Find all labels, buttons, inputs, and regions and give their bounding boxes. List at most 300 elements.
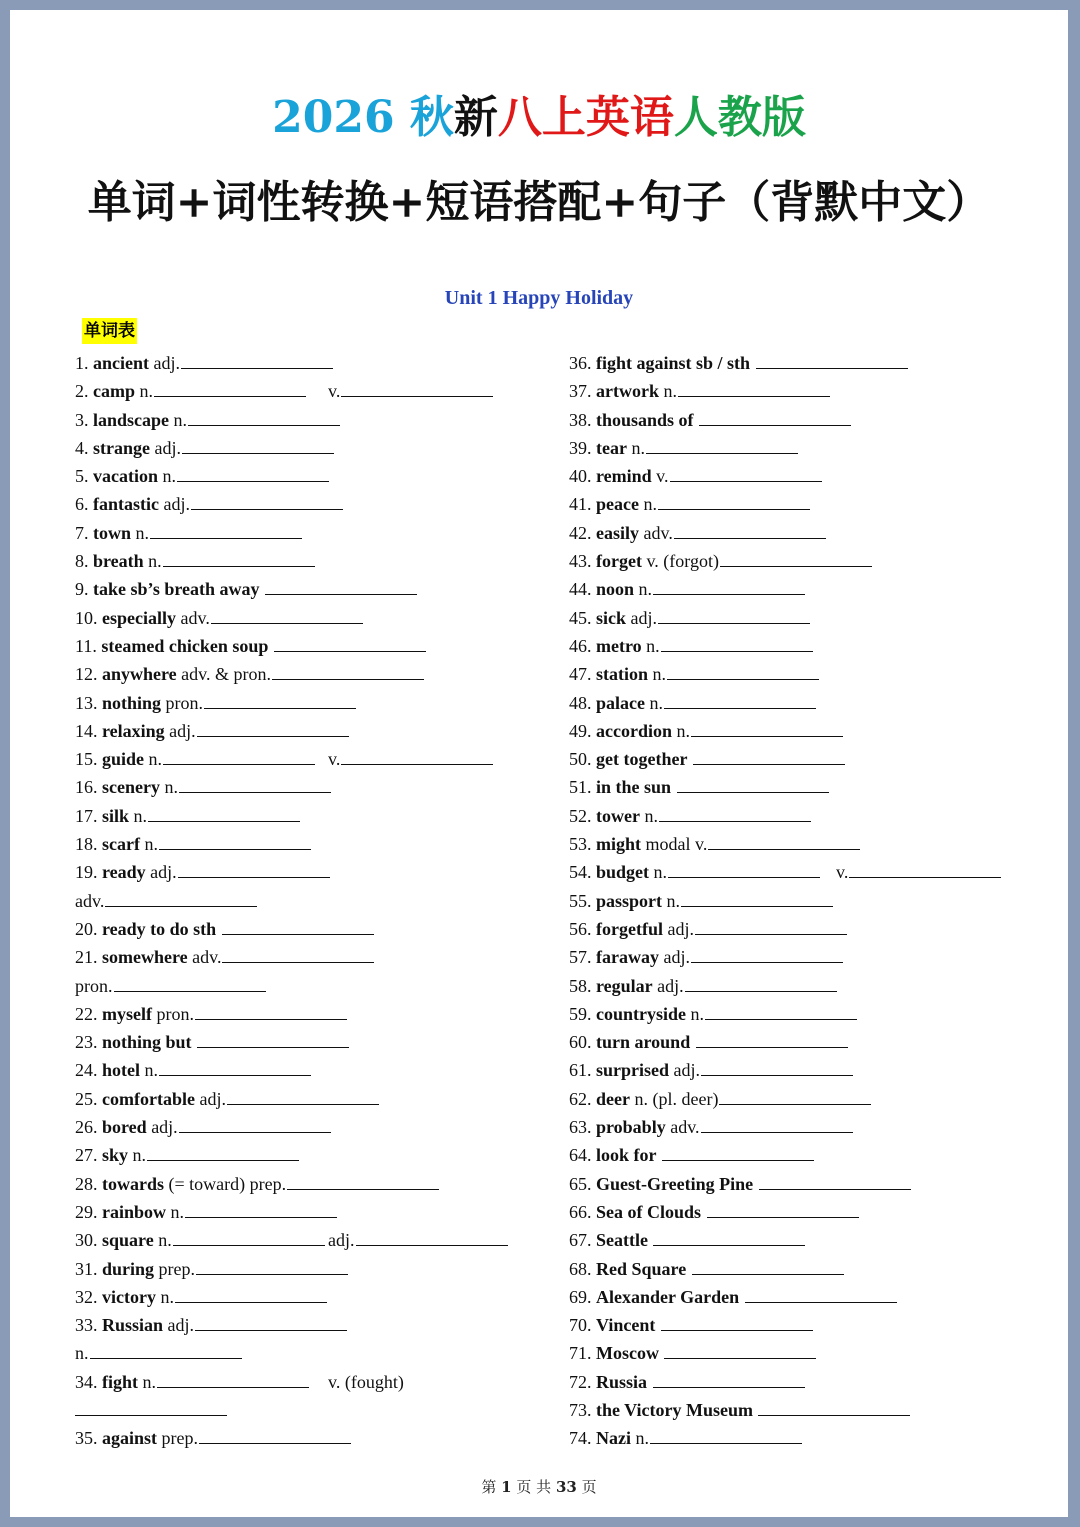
- answer-blank[interactable]: [692, 1256, 844, 1275]
- item-number: 67.: [569, 1230, 596, 1251]
- vocab-row: [560, 1141, 1060, 1169]
- vocab-term: sky: [102, 1145, 129, 1166]
- vocab-term: guide: [102, 749, 145, 770]
- item-number: 61.: [569, 1060, 596, 1081]
- part-of-speech: n.: [75, 1343, 89, 1364]
- part-of-speech: adv.: [192, 947, 222, 968]
- extra-pos-label: v.: [836, 862, 849, 883]
- vocab-term: get together: [596, 749, 688, 770]
- vocab-row: [560, 887, 1060, 915]
- title-part: 八上英语: [497, 92, 674, 143]
- item-number: 12.: [75, 664, 102, 685]
- item-number: 16.: [75, 777, 102, 798]
- item-number: 64.: [569, 1145, 596, 1166]
- vocab-term: the Victory Museum: [596, 1399, 753, 1420]
- vocab-term: scarf: [102, 834, 140, 855]
- answer-blank[interactable]: [662, 1142, 814, 1161]
- part-of-speech: n.: [666, 890, 681, 911]
- item-number: 17.: [75, 805, 102, 826]
- part-of-speech: n.: [643, 494, 657, 515]
- vocab-row: [66, 1396, 546, 1424]
- vocab-term: against: [102, 1428, 158, 1449]
- item-number: 63.: [569, 1117, 596, 1138]
- answer-blank[interactable]: [195, 1312, 347, 1331]
- vocab-row: [66, 1198, 546, 1226]
- vocab-row: [560, 1113, 1060, 1141]
- item-number: 49.: [569, 720, 596, 741]
- part-of-speech: n.: [173, 409, 188, 430]
- vocab-term: remind: [596, 466, 652, 487]
- answer-blank[interactable]: [173, 1227, 325, 1246]
- vocab-row: [560, 434, 1060, 462]
- vocab-row: [66, 1085, 546, 1113]
- answer-blank[interactable]: [670, 463, 822, 482]
- extra-form: [328, 377, 493, 405]
- answer-blank[interactable]: [664, 690, 816, 709]
- part-of-speech: n. (pl. deer): [634, 1088, 719, 1109]
- vocab-term: budget: [596, 862, 650, 883]
- item-number: 33.: [75, 1315, 102, 1336]
- answer-blank[interactable]: [341, 378, 493, 397]
- vocab-term: vacation: [93, 466, 158, 487]
- vocab-row: [66, 1170, 546, 1198]
- item-number: 3.: [75, 409, 93, 430]
- vocab-row: [560, 1226, 1060, 1254]
- vocab-term: passport: [596, 890, 663, 911]
- answer-blank[interactable]: [674, 520, 826, 539]
- part-of-speech: n.: [148, 749, 163, 770]
- answer-blank[interactable]: [661, 633, 813, 652]
- title-part: 人教版: [673, 92, 806, 143]
- vocab-term: fight: [102, 1371, 138, 1392]
- answer-blank[interactable]: [154, 378, 306, 397]
- vocab-term: Guest-Greeting Pine: [596, 1173, 754, 1194]
- vocab-term: might: [596, 834, 641, 855]
- answer-blank[interactable]: [707, 1199, 859, 1218]
- vocab-row: [66, 773, 546, 801]
- vocab-term: rainbow: [102, 1201, 167, 1222]
- part-of-speech: n.: [142, 1371, 156, 1392]
- answer-blank[interactable]: [650, 1425, 802, 1444]
- vocab-section-label: 单词表: [82, 318, 137, 344]
- part-of-speech: adj.: [667, 918, 694, 939]
- vocab-row: [66, 490, 546, 518]
- part-of-speech: n.: [663, 381, 677, 402]
- vocab-row: [560, 1311, 1060, 1339]
- answer-blank[interactable]: [150, 520, 302, 539]
- item-number: 2.: [75, 381, 93, 402]
- vocab-term: Alexander Garden: [596, 1286, 740, 1307]
- item-number: 5.: [75, 466, 93, 487]
- answer-blank[interactable]: [708, 831, 860, 850]
- item-number: 58.: [569, 975, 596, 996]
- answer-blank[interactable]: [756, 350, 908, 369]
- answer-blank[interactable]: [758, 1397, 910, 1416]
- vocab-row: [66, 972, 546, 1000]
- vocab-row: [66, 1368, 546, 1396]
- footer-suffix: 页: [581, 1478, 597, 1496]
- answer-blank[interactable]: [667, 661, 819, 680]
- vocab-term: station: [596, 664, 649, 685]
- answer-blank[interactable]: [178, 859, 330, 878]
- part-of-speech: adj.: [163, 494, 190, 515]
- vocab-row: [66, 1226, 546, 1254]
- item-number: 43.: [569, 551, 596, 572]
- vocab-term: steamed chicken soup: [101, 635, 269, 656]
- vocab-term: Seattle: [596, 1230, 648, 1251]
- answer-blank[interactable]: [179, 774, 331, 793]
- vocab-row: [560, 1085, 1060, 1113]
- vocab-term: nothing but: [102, 1032, 192, 1053]
- vocab-row: [66, 689, 546, 717]
- answer-blank[interactable]: [181, 350, 333, 369]
- item-number: 48.: [569, 692, 596, 713]
- answer-blank[interactable]: [211, 605, 363, 624]
- vocab-row: [66, 632, 546, 660]
- item-number: 37.: [569, 381, 596, 402]
- item-number: 28.: [75, 1173, 102, 1194]
- vocab-row: [560, 632, 1060, 660]
- vocab-row: [66, 745, 546, 773]
- vocab-row: [66, 377, 546, 405]
- part-of-speech: adj.: [169, 720, 196, 741]
- vocab-row: [560, 717, 1060, 745]
- footer-total-pages: 33: [555, 1478, 577, 1496]
- answer-blank[interactable]: [222, 916, 374, 935]
- answer-blank[interactable]: [197, 718, 349, 737]
- vocab-row: [560, 349, 1060, 377]
- answer-blank[interactable]: [678, 378, 830, 397]
- vocab-term: easily: [596, 522, 639, 543]
- part-of-speech: n.: [144, 834, 158, 855]
- vocab-row: [560, 830, 1060, 858]
- vocab-term: look for: [596, 1145, 657, 1166]
- part-of-speech: adj.: [151, 1117, 178, 1138]
- answer-blank[interactable]: [227, 1086, 379, 1105]
- answer-blank[interactable]: [691, 718, 843, 737]
- vocab-term: probably: [596, 1117, 666, 1138]
- vocab-row: [560, 1396, 1060, 1424]
- vocab-term: somewhere: [102, 947, 188, 968]
- item-number: 34.: [75, 1371, 102, 1392]
- extra-form: [328, 1368, 404, 1396]
- item-number: 41.: [569, 494, 596, 515]
- answer-blank[interactable]: [719, 1086, 871, 1105]
- answer-blank[interactable]: [341, 746, 493, 765]
- item-number: 57.: [569, 947, 596, 968]
- vocab-term: during: [102, 1258, 155, 1279]
- item-number: 56.: [569, 918, 596, 939]
- answer-blank[interactable]: [157, 1369, 309, 1388]
- item-number: 9.: [75, 579, 93, 600]
- answer-blank[interactable]: [188, 407, 340, 426]
- part-of-speech: adj.: [153, 353, 180, 373]
- item-number: 36.: [569, 353, 596, 373]
- vocab-row: [560, 1056, 1060, 1084]
- answer-blank[interactable]: [199, 1425, 351, 1444]
- vocab-term: breath: [93, 551, 144, 572]
- item-number: 44.: [569, 579, 596, 600]
- part-of-speech: adj.: [663, 947, 690, 968]
- extra-pos-label: v.: [328, 381, 341, 402]
- vocab-row: [560, 1028, 1060, 1056]
- part-of-speech: n.: [160, 1286, 174, 1307]
- part-of-speech: n.: [144, 1060, 158, 1081]
- extra-pos-label: adj.: [328, 1230, 355, 1251]
- vocab-term: camp: [93, 381, 135, 402]
- part-of-speech: n.: [635, 1428, 649, 1449]
- vocab-row: [560, 1170, 1060, 1198]
- vocab-term: noon: [596, 579, 635, 600]
- vocab-row: [66, 349, 546, 377]
- answer-blank[interactable]: [664, 1340, 816, 1359]
- item-number: 55.: [569, 890, 596, 911]
- extra-form: [836, 858, 1001, 886]
- vocab-term: surprised: [596, 1060, 670, 1081]
- part-of-speech: n.: [652, 664, 667, 685]
- answer-blank[interactable]: [691, 944, 843, 963]
- vocab-term: strange: [93, 437, 150, 458]
- vocab-term: silk: [102, 805, 130, 826]
- answer-blank[interactable]: [148, 803, 300, 822]
- answer-blank[interactable]: [745, 1284, 897, 1303]
- vocab-row: [560, 943, 1060, 971]
- vocab-term: fantastic: [93, 494, 159, 515]
- vocab-term: ready to do sth: [102, 918, 217, 939]
- answer-blank[interactable]: [177, 463, 329, 482]
- vocab-term: metro: [596, 635, 642, 656]
- answer-blank[interactable]: [653, 1369, 805, 1388]
- vocab-term: forget: [596, 551, 642, 572]
- vocab-term: victory: [102, 1286, 156, 1307]
- vocab-term: ancient: [93, 353, 149, 373]
- answer-blank[interactable]: [685, 973, 837, 992]
- vocab-row: [560, 660, 1060, 688]
- answer-blank[interactable]: [191, 491, 343, 510]
- answer-blank[interactable]: [849, 859, 1001, 878]
- title-part: 2026 秋: [272, 92, 454, 143]
- vocab-row: [66, 1141, 546, 1169]
- footer-prefix: 第: [481, 1478, 497, 1496]
- answer-blank[interactable]: [185, 1199, 337, 1218]
- vocab-term: forgetful: [596, 918, 663, 939]
- vocab-term: comfortable: [102, 1088, 195, 1109]
- document-title: [10, 88, 1068, 148]
- vocab-term: Vincent: [596, 1315, 656, 1336]
- answer-blank[interactable]: [659, 803, 811, 822]
- item-number: 18.: [75, 834, 102, 855]
- answer-blank[interactable]: [661, 1312, 813, 1331]
- vocab-term: hotel: [102, 1060, 140, 1081]
- item-number: 60.: [569, 1032, 596, 1053]
- vocab-term: in the sun: [596, 777, 672, 798]
- part-of-speech: n.: [644, 805, 658, 826]
- item-number: 51.: [569, 777, 596, 798]
- item-number: 62.: [569, 1088, 596, 1109]
- item-number: 30.: [75, 1230, 102, 1251]
- part-of-speech: n.: [690, 1003, 704, 1024]
- vocab-row: [66, 434, 546, 462]
- vocab-row: [66, 1311, 546, 1339]
- part-of-speech: adv. & pron.: [181, 664, 271, 685]
- unit-title: Unit 1 Happy Holiday: [444, 287, 634, 309]
- part-of-speech: v.: [656, 466, 669, 487]
- vocab-term: regular: [596, 975, 653, 996]
- document-subtitle: 单词+词性转换+短语搭配+句子（背默中文）: [87, 177, 991, 228]
- item-number: 31.: [75, 1258, 102, 1279]
- answer-blank[interactable]: [699, 407, 851, 426]
- part-of-speech: n.: [170, 1201, 185, 1222]
- vocab-term: myself: [102, 1003, 152, 1024]
- answer-blank[interactable]: [668, 859, 820, 878]
- footer-middle: 页 共: [516, 1478, 552, 1496]
- item-number: 45.: [569, 607, 596, 628]
- vocab-term: faraway: [596, 947, 659, 968]
- vocab-term: especially: [102, 607, 176, 628]
- answer-blank[interactable]: [159, 1057, 311, 1076]
- vocab-row: [560, 1283, 1060, 1311]
- item-number: 74.: [569, 1428, 596, 1449]
- vocab-row: [560, 1000, 1060, 1028]
- answer-blank[interactable]: [681, 888, 833, 907]
- answer-blank[interactable]: [653, 1227, 805, 1246]
- answer-blank[interactable]: [646, 435, 798, 454]
- vocab-term: accordion: [596, 720, 672, 741]
- answer-blank[interactable]: [720, 548, 872, 567]
- vocab-row: [560, 1424, 1060, 1452]
- vocab-row: [66, 604, 546, 632]
- item-number: 14.: [75, 720, 102, 741]
- answer-blank[interactable]: [274, 633, 426, 652]
- answer-blank[interactable]: [677, 774, 829, 793]
- vocab-term: tower: [596, 805, 640, 826]
- vocab-term: Moscow: [596, 1343, 659, 1364]
- item-number: 71.: [569, 1343, 596, 1364]
- item-number: 23.: [75, 1032, 102, 1053]
- answer-blank[interactable]: [147, 1142, 299, 1161]
- vocab-row: [66, 1339, 546, 1367]
- part-of-speech: n.: [646, 635, 660, 656]
- answer-blank[interactable]: [265, 576, 417, 595]
- answer-blank[interactable]: [356, 1227, 508, 1246]
- item-number: 25.: [75, 1088, 102, 1109]
- vocab-row: [560, 689, 1060, 717]
- part-of-speech: adj.: [167, 1315, 195, 1336]
- item-number: 20.: [75, 918, 102, 939]
- item-number: 6.: [75, 494, 93, 515]
- item-number: 54.: [569, 862, 596, 883]
- vocab-term: bored: [102, 1117, 147, 1138]
- item-number: 15.: [75, 749, 102, 770]
- answer-blank[interactable]: [163, 548, 315, 567]
- item-number: 24.: [75, 1060, 102, 1081]
- answer-blank[interactable]: [159, 831, 311, 850]
- vocab-term: Russian: [102, 1315, 164, 1336]
- vocab-term: fight against sb / sth: [596, 353, 751, 373]
- vocab-term: deer: [596, 1088, 630, 1109]
- part-of-speech: (= toward) prep.: [168, 1173, 287, 1194]
- answer-blank[interactable]: [197, 1029, 349, 1048]
- answer-blank[interactable]: [196, 1256, 348, 1275]
- answer-blank[interactable]: [705, 1001, 857, 1020]
- item-number: 69.: [569, 1286, 596, 1307]
- vocab-term: nothing: [102, 692, 162, 713]
- answer-blank[interactable]: [759, 1171, 911, 1190]
- answer-blank[interactable]: [287, 1171, 439, 1190]
- item-number: 7.: [75, 522, 93, 543]
- vocab-row: [560, 802, 1060, 830]
- answer-blank[interactable]: [163, 746, 315, 765]
- vocab-row: [66, 660, 546, 688]
- vocab-row: [66, 943, 546, 971]
- answer-blank[interactable]: [175, 1284, 327, 1303]
- item-number: 29.: [75, 1201, 102, 1222]
- item-number: 10.: [75, 607, 102, 628]
- vocab-term: Sea of Clouds: [596, 1201, 702, 1222]
- vocab-term: artwork: [596, 381, 659, 402]
- answer-blank[interactable]: [182, 435, 334, 454]
- item-number: 70.: [569, 1315, 596, 1336]
- answer-blank[interactable]: [195, 1001, 347, 1020]
- vocab-row: [560, 547, 1060, 575]
- vocab-term: take sb’s breath away: [93, 579, 260, 600]
- vocab-row: [560, 858, 1060, 886]
- part-of-speech: n.: [676, 720, 690, 741]
- part-of-speech: pron.: [165, 692, 204, 713]
- answer-blank[interactable]: [90, 1340, 242, 1359]
- item-number: 32.: [75, 1286, 102, 1307]
- vocab-term: thousands of: [596, 409, 694, 430]
- part-of-speech: adj.: [199, 1088, 226, 1109]
- answer-blank[interactable]: [658, 491, 810, 510]
- vocab-term: sick: [596, 607, 627, 628]
- answer-blank[interactable]: [114, 973, 266, 992]
- item-number: 40.: [569, 466, 596, 487]
- vocab-row: [66, 575, 546, 603]
- title-part: 新: [453, 92, 498, 143]
- item-number: 19.: [75, 862, 102, 883]
- answer-blank[interactable]: [204, 690, 356, 709]
- vocab-row: [560, 377, 1060, 405]
- answer-blank[interactable]: [222, 944, 374, 963]
- extra-pos-label: v. (fought): [328, 1371, 404, 1392]
- item-number: 47.: [569, 664, 596, 685]
- vocab-row: [66, 802, 546, 830]
- answer-blank[interactable]: [695, 916, 847, 935]
- answer-blank[interactable]: [701, 1057, 853, 1076]
- answer-blank[interactable]: [75, 1397, 227, 1416]
- answer-blank[interactable]: [272, 661, 424, 680]
- vocab-row: [560, 462, 1060, 490]
- vocab-row: [66, 858, 546, 886]
- vocab-row: [560, 972, 1060, 1000]
- item-number: 8.: [75, 551, 93, 572]
- vocab-row: [560, 604, 1060, 632]
- answer-blank[interactable]: [696, 1029, 848, 1048]
- item-number: 59.: [569, 1003, 596, 1024]
- answer-blank[interactable]: [693, 746, 845, 765]
- item-number: 42.: [569, 522, 596, 543]
- answer-blank[interactable]: [179, 1114, 331, 1133]
- item-number: 22.: [75, 1003, 102, 1024]
- item-number: 65.: [569, 1173, 596, 1194]
- answer-blank[interactable]: [105, 888, 257, 907]
- answer-blank[interactable]: [658, 605, 810, 624]
- vocab-row: [560, 773, 1060, 801]
- answer-blank[interactable]: [653, 576, 805, 595]
- answer-blank[interactable]: [701, 1114, 853, 1133]
- part-of-speech: n.: [148, 551, 162, 572]
